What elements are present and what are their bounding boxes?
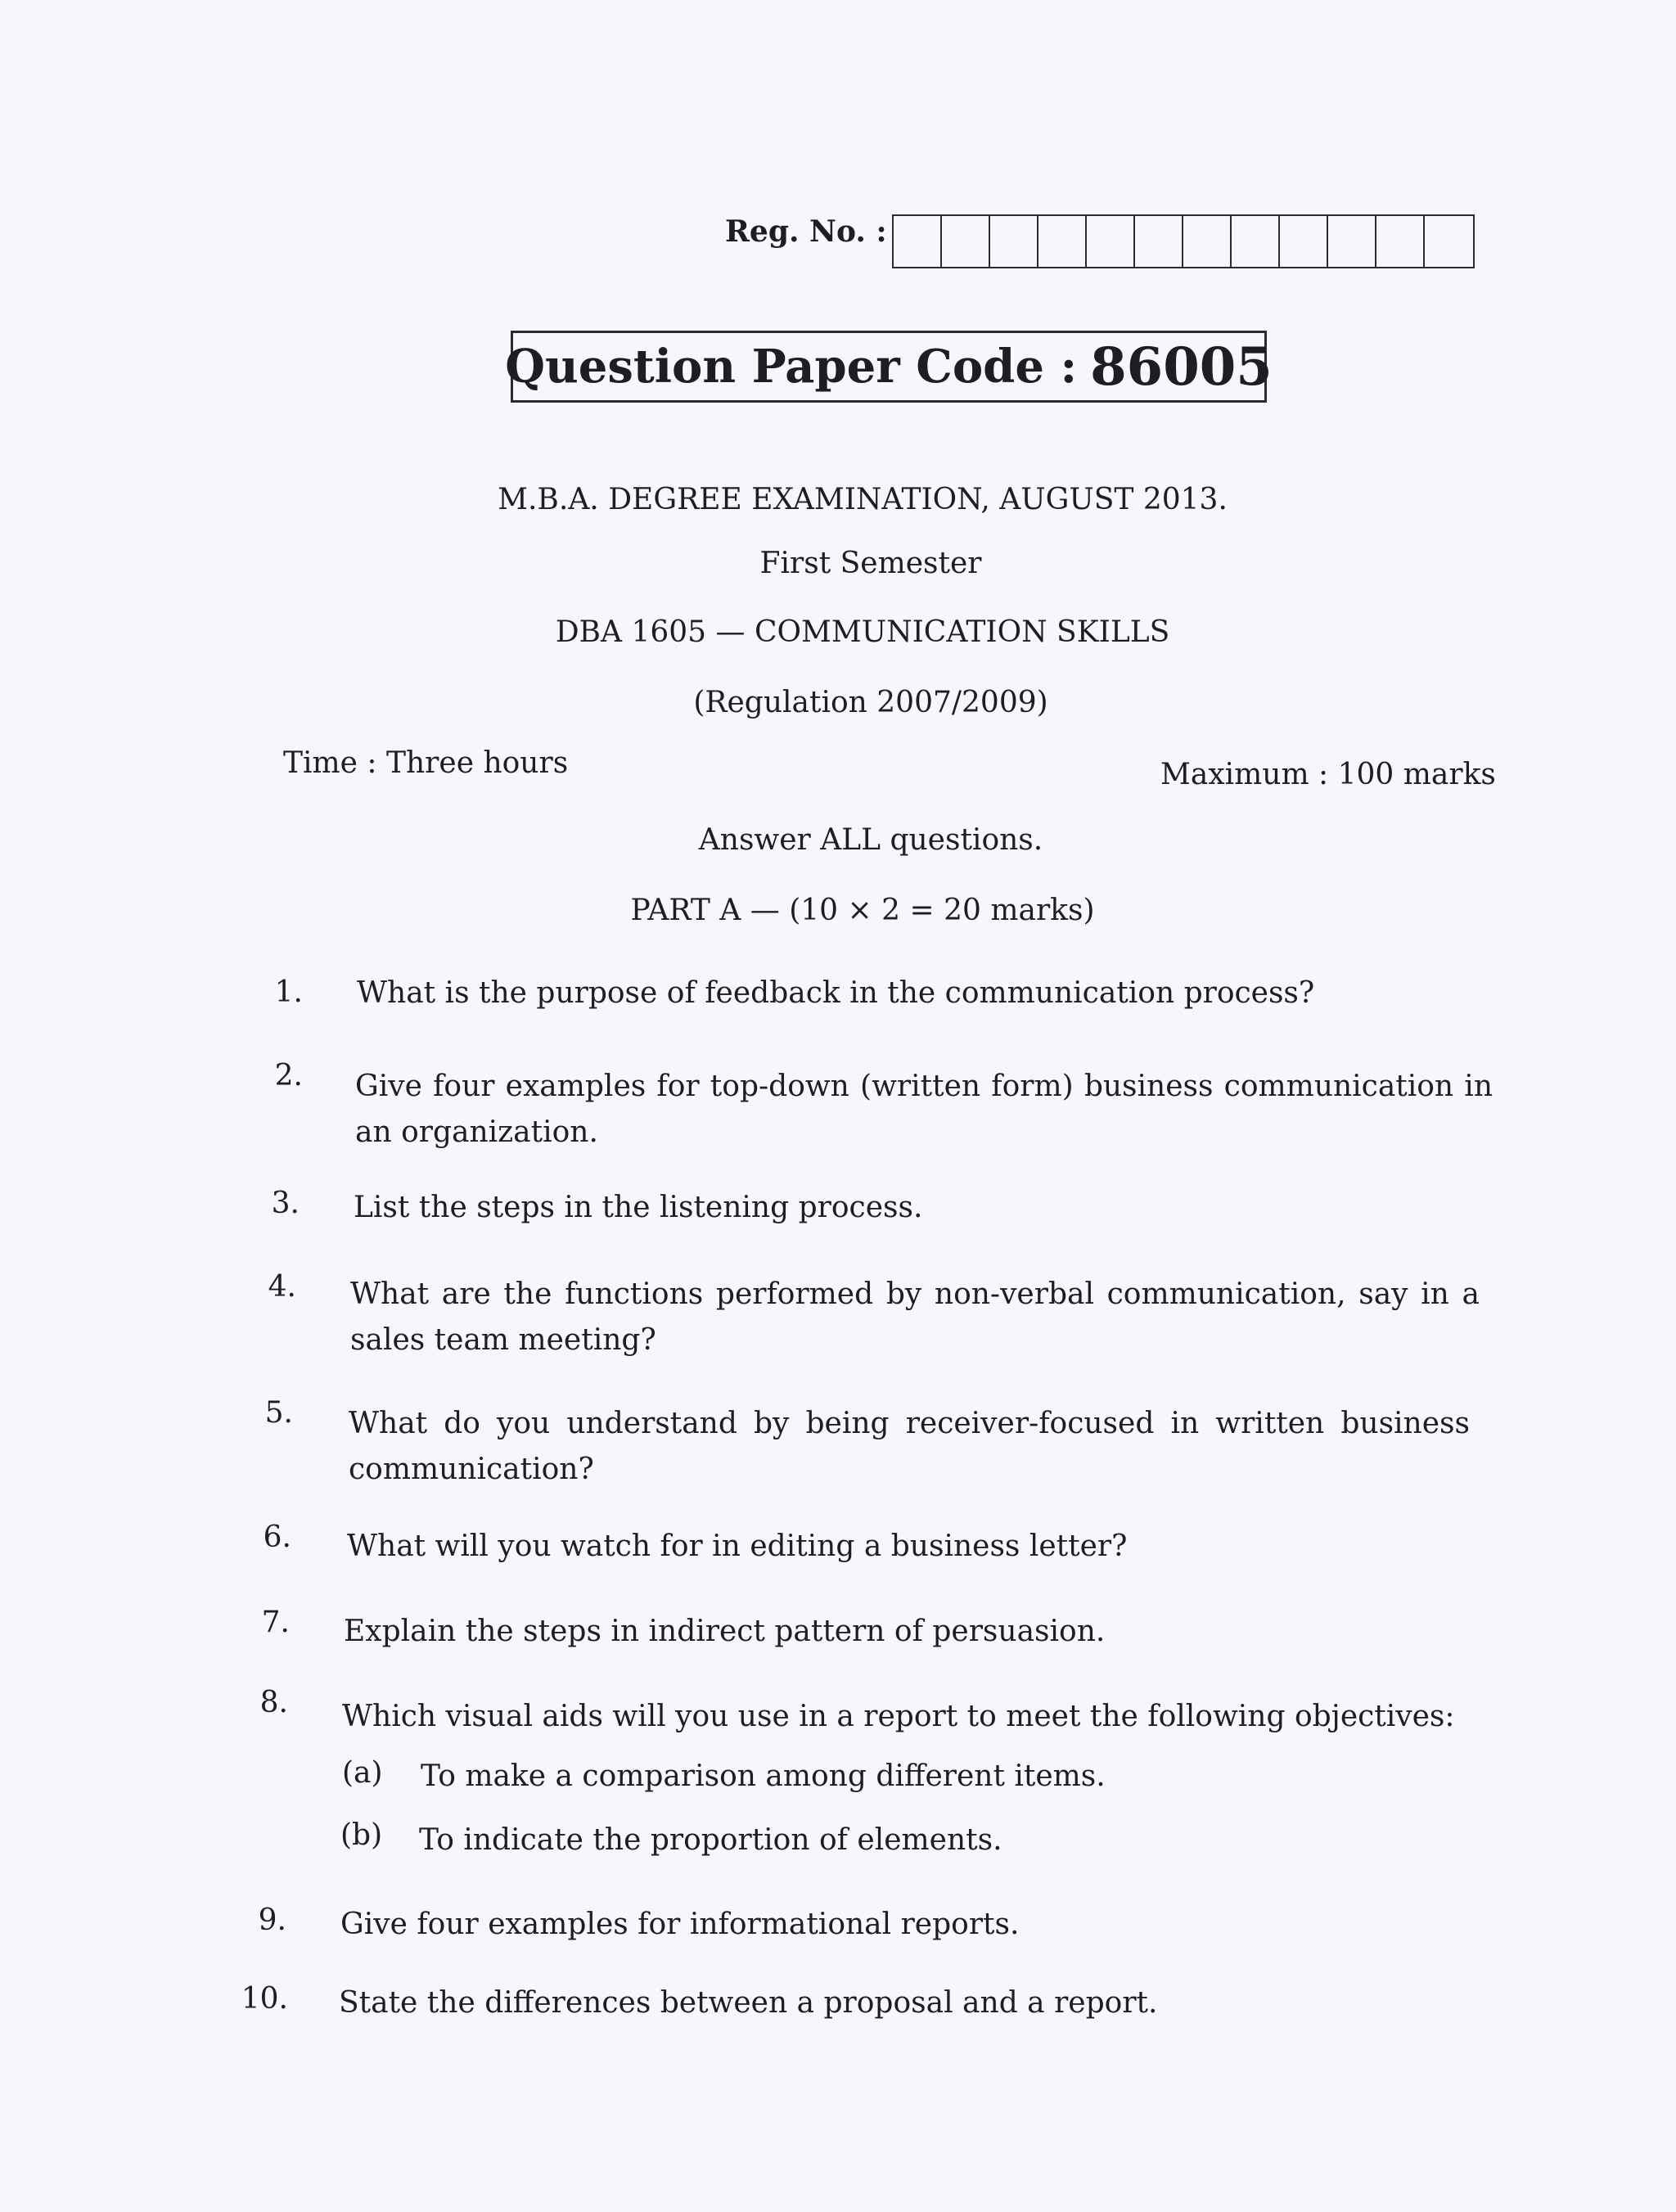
sub-question-text: To indicate the proportion of elements. — [419, 1823, 1002, 1857]
question-text: What are the functions performed by non-verbal communication, say in a sales team meeting? — [350, 1277, 1480, 1357]
question-text: Give four examples for informational reports. — [340, 1908, 1020, 1941]
question-number: 6. — [263, 1520, 291, 1554]
code-label: Question Paper Code : — [505, 340, 1078, 394]
reg-no-box — [1135, 216, 1183, 267]
maximum-marks: Maximum : 100 marks — [1160, 758, 1496, 791]
reg-no-box — [1376, 216, 1425, 267]
reg-no-box — [1087, 216, 1135, 267]
sub-question-text: To make a comparison among different items. — [421, 1759, 1106, 1793]
regulation: (Regulation 2007/2009) — [693, 686, 1048, 719]
question-number: 1. — [274, 975, 303, 1009]
question-number: 9. — [258, 1903, 286, 1937]
reg-no-box — [1280, 216, 1328, 267]
reg-no-box — [1425, 216, 1473, 267]
question-number: 8. — [259, 1686, 288, 1719]
exam-title: M.B.A. DEGREE EXAMINATION, AUGUST 2013. — [498, 483, 1228, 516]
question-number: 5. — [264, 1396, 293, 1430]
reg-no-box — [1232, 216, 1280, 267]
instruction: Answer ALL questions. — [698, 823, 1043, 857]
reg-no-boxes — [892, 214, 1475, 268]
question-number: 4. — [268, 1270, 296, 1304]
question-text: Which visual aids will you use in a report to meet the following objectives: — [342, 1700, 1455, 1733]
question-number: 7. — [261, 1606, 290, 1639]
question-text: What do you understand by being receiver-focused in written business communication? — [349, 1407, 1470, 1486]
question-text: What is the purpose of feedback in the communication process? — [357, 976, 1315, 1010]
reg-no-label: Reg. No. : — [725, 214, 887, 249]
question-text: What will you watch for in editing a business letter? — [347, 1529, 1128, 1563]
question-number: 3. — [271, 1187, 300, 1220]
question-text: Explain the steps in indirect pattern of persuasion. — [344, 1615, 1106, 1648]
reg-no-box — [894, 216, 942, 267]
part-heading: PART A — (10 × 2 = 20 marks) — [630, 894, 1095, 927]
question-paper-code-box — [505, 331, 1273, 403]
time-allowed: Time : Three hours — [283, 746, 569, 780]
question-text: List the steps in the listening process. — [354, 1191, 923, 1224]
subject-title: DBA 1605 — COMMUNICATION SKILLS — [555, 615, 1170, 649]
code-value: 86005 — [1090, 336, 1273, 398]
question-text: Give four examples for top-down (written form) business communication in an organization. — [355, 1070, 1493, 1149]
semester: First Semester — [759, 547, 982, 580]
sub-question-label: (a) — [342, 1756, 383, 1790]
sub-question-label: (b) — [340, 1818, 383, 1852]
reg-no-box — [942, 216, 990, 267]
reg-no-box — [1183, 216, 1232, 267]
question-number: 10. — [241, 1982, 288, 2016]
reg-no-box — [1328, 216, 1376, 267]
reg-no-box — [990, 216, 1038, 267]
question-text: State the differences between a proposal and a report. — [339, 1986, 1158, 2020]
reg-no-box — [1038, 216, 1087, 267]
question-number: 2. — [274, 1059, 303, 1092]
